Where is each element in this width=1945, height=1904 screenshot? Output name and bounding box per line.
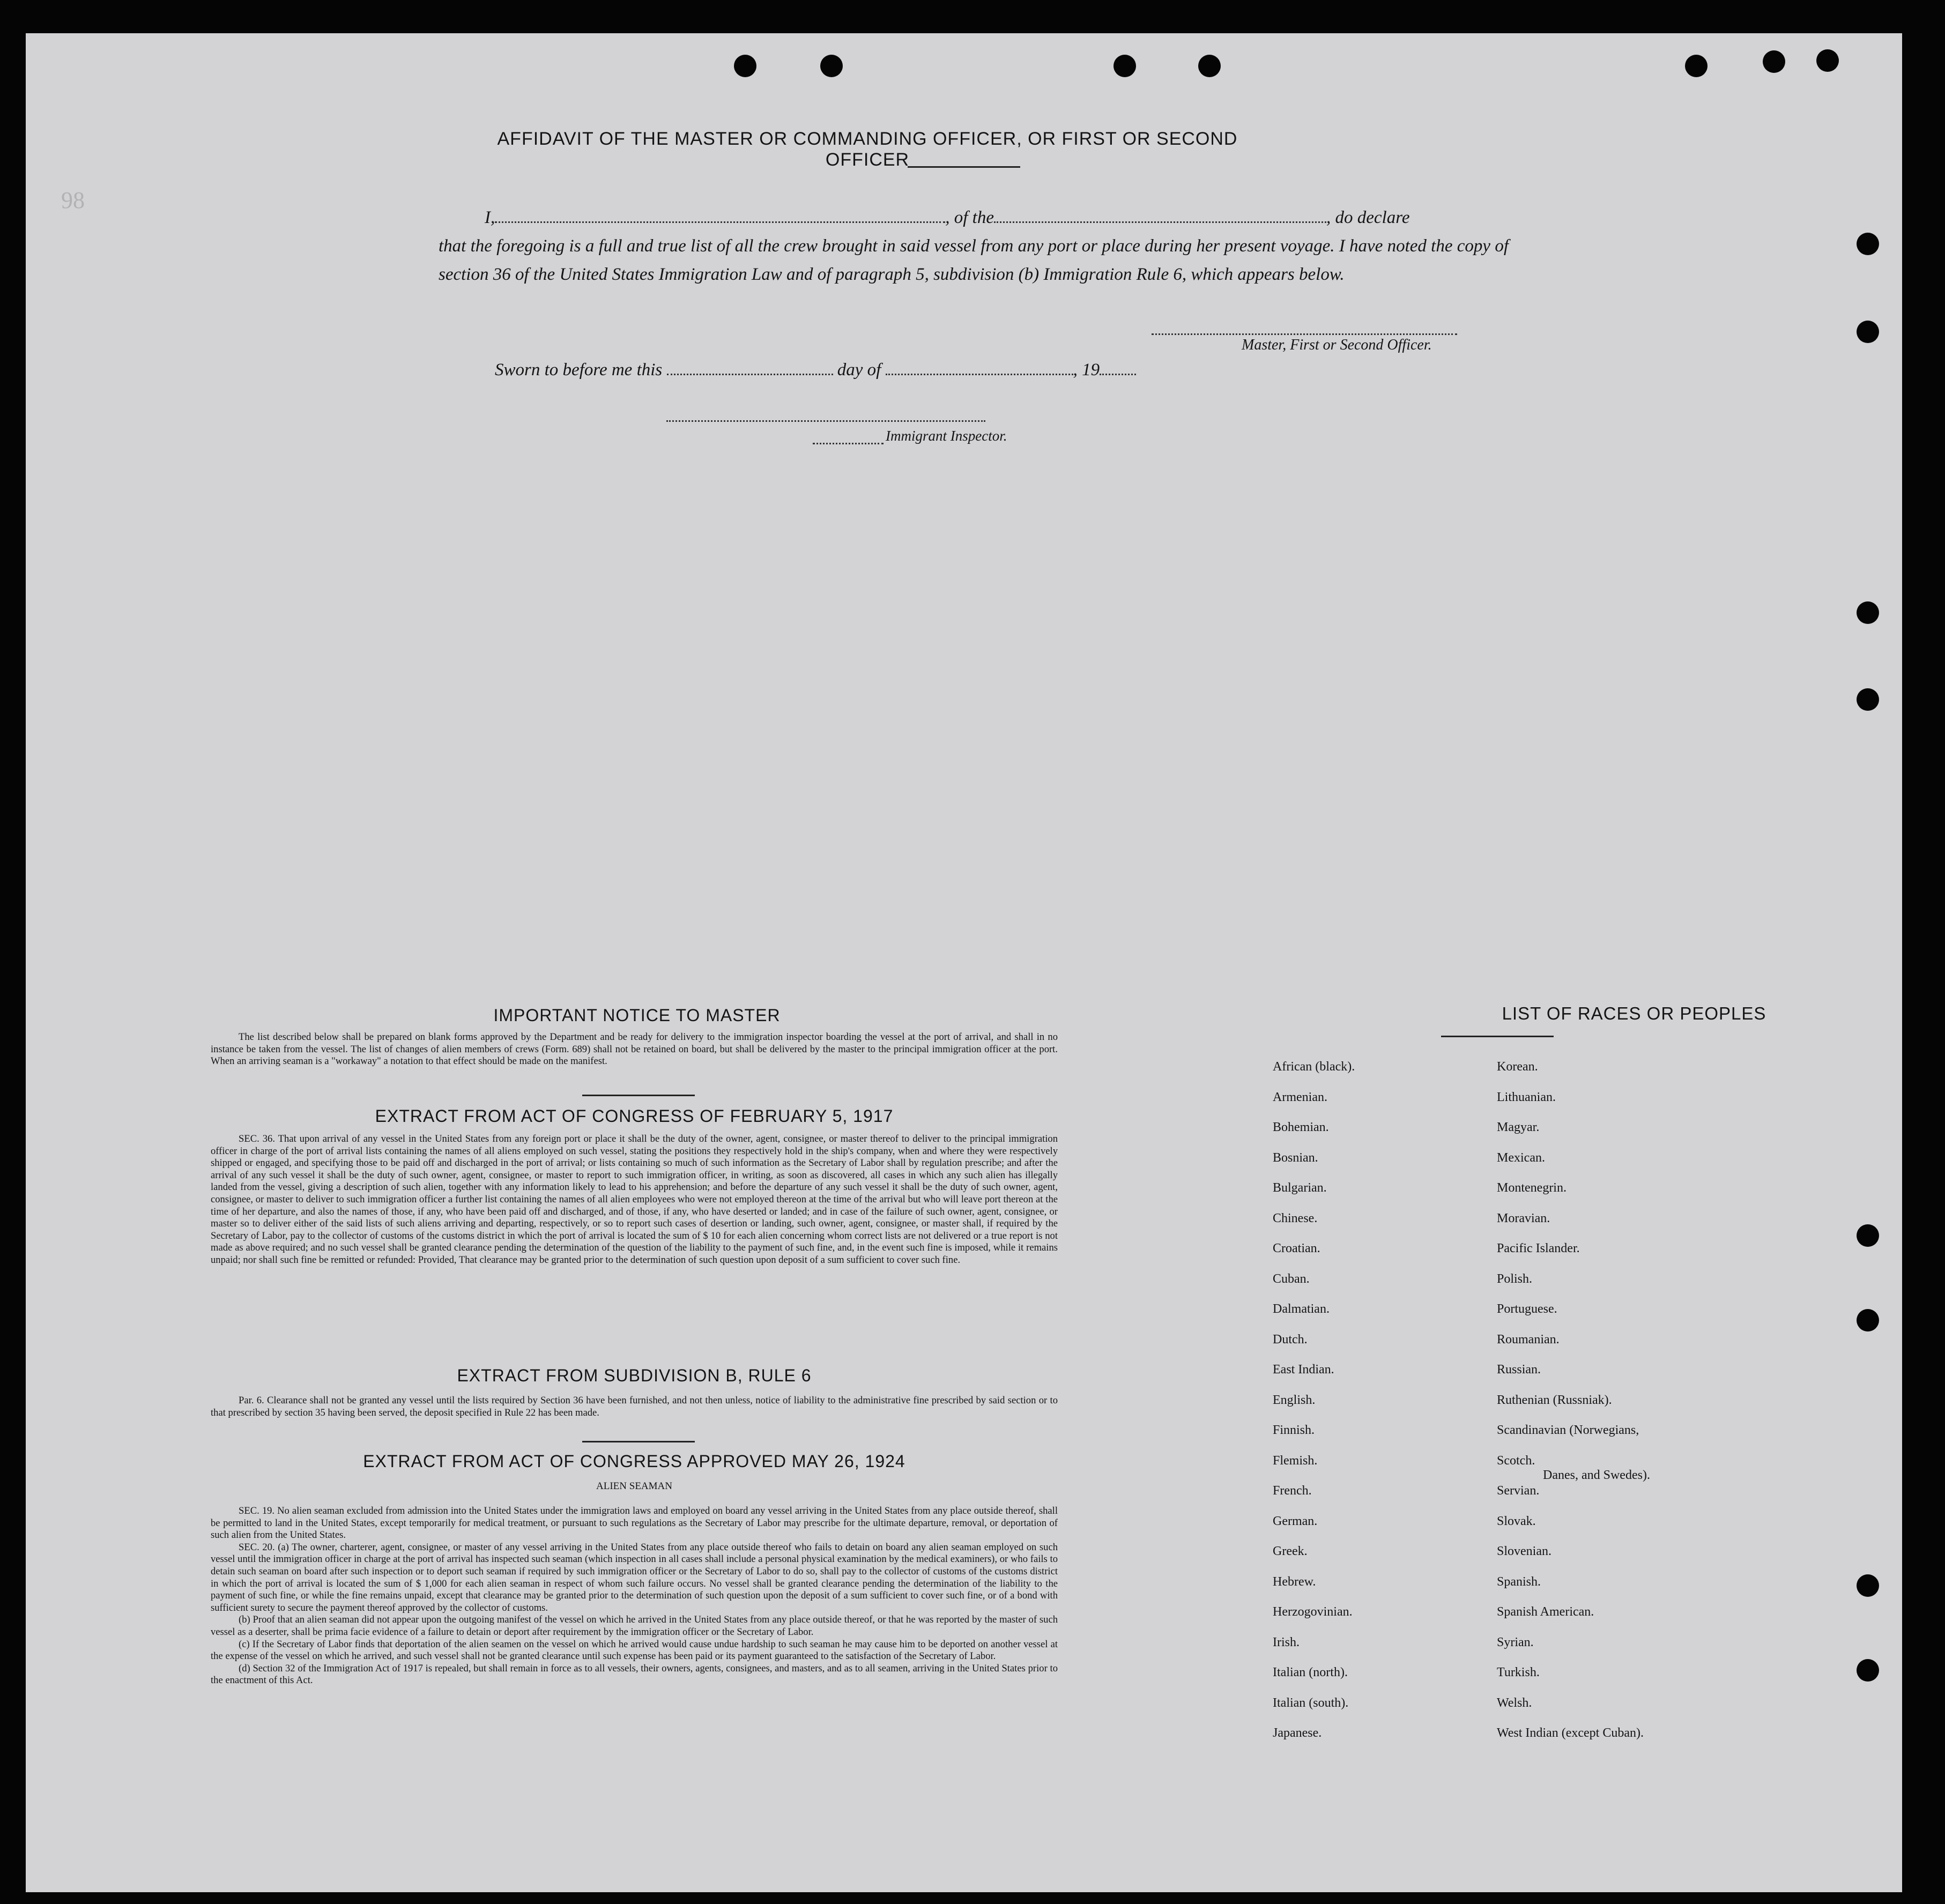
- sworn-line: [495, 360, 1136, 380]
- race-right-continuation: Danes, and Swedes).: [1543, 1468, 1650, 1482]
- punch-hole: [1857, 1224, 1879, 1247]
- extract-1917-text: [211, 1133, 1058, 1267]
- race-item: Irish.: [1273, 1635, 1300, 1649]
- affidavit-declaration: that the foregoing is a full and true list of all the crew brought in said vessel from any port or place during her present voyage. I have noted the copy of section 36 of the United States Immigration Law and of paragraph 5, subdivision (b) Immigration Rule 6, which appears below.: [439, 236, 1509, 284]
- race-item: Bulgarian.: [1273, 1181, 1327, 1195]
- race-item: Magyar.: [1497, 1120, 1540, 1134]
- title-rule: [908, 166, 1020, 168]
- extract-1924-text: [211, 1505, 1058, 1687]
- race-item: Roumanian.: [1497, 1332, 1560, 1347]
- section-rule: [582, 1441, 695, 1442]
- races-rule: [1441, 1036, 1554, 1037]
- master-caption: Master, First or Second Officer.: [1242, 337, 1432, 353]
- race-item: Italian (south).: [1273, 1695, 1349, 1710]
- race-item: Cuban.: [1273, 1271, 1310, 1286]
- notice-text: [211, 1031, 1058, 1068]
- race-item: Japanese.: [1273, 1726, 1322, 1740]
- race-item: Finnish.: [1273, 1423, 1315, 1437]
- race-item: Moravian.: [1497, 1211, 1550, 1225]
- notice-paragraph: The list described below shall be prepared on blank forms approved by the Department and be ready for delivery to the immigration inspector boarding the vessel at the port of arrival, and shall in no instance be taken from the vessel. The list of changes of alien members of crews (Form. 689) shall not be retained on board, but shall be delivered by the master to the principal immigration officer at the port. When an arriving seaman is a "workaway" a notation to that effect should be made on the manifest.: [211, 1031, 1058, 1067]
- race-item: Montenegrin.: [1497, 1181, 1567, 1195]
- race-item: Syrian.: [1497, 1635, 1534, 1649]
- punch-hole: [1763, 50, 1785, 73]
- document-page: [26, 33, 1902, 1892]
- punch-hole: [1857, 1659, 1879, 1682]
- alien-seaman-subtitle: ALIEN SEAMAN: [596, 1481, 672, 1492]
- race-item: Polish.: [1497, 1271, 1533, 1286]
- punch-hole: [820, 55, 843, 77]
- punch-hole: [1816, 49, 1839, 72]
- race-item: Dutch.: [1273, 1332, 1308, 1347]
- race-item: Pacific Islander.: [1497, 1241, 1580, 1255]
- race-item: Slovenian.: [1497, 1544, 1551, 1558]
- race-item: Servian.: [1497, 1484, 1540, 1498]
- punch-hole: [1857, 688, 1879, 711]
- race-item: Korean.: [1497, 1060, 1538, 1074]
- race-item: English.: [1273, 1393, 1316, 1407]
- race-item: Scandinavian (Norwegians,: [1497, 1423, 1639, 1437]
- race-item: Spanish.: [1497, 1574, 1541, 1589]
- sworn-year: , 19: [1073, 360, 1100, 380]
- extract-rule6-title: EXTRACT FROM SUBDIVISION B, RULE 6: [457, 1366, 812, 1385]
- sec-20c-paragraph: (c) If the Secretary of Labor finds that deportation of the alien seamen on the vessel on which he arrived would cause undue hardship to such seaman he may cause him to be deported on another vessel at the expense of the vessel on which he arrived, and such vessel shall not be granted clearance until such expense has been paid or its payment guaranteed to the satisfaction of the Secretary of Labor.: [211, 1638, 1058, 1662]
- sworn-day-blank[interactable]: [667, 368, 833, 375]
- affidavit-body: [439, 204, 1509, 289]
- race-item: Turkish.: [1497, 1665, 1540, 1679]
- race-item: Greek.: [1273, 1544, 1308, 1558]
- sworn-month-blank[interactable]: [886, 368, 1073, 375]
- races-title: LIST OF RACES OR PEOPLES: [1502, 1003, 1766, 1023]
- race-item: Herzogovinian.: [1273, 1605, 1353, 1619]
- affidavit-do-declare: , do declare: [1326, 208, 1410, 227]
- race-item: French.: [1273, 1484, 1312, 1498]
- punch-hole: [1685, 55, 1708, 77]
- vessel-blank[interactable]: [994, 216, 1326, 223]
- affidavit-i: I,: [485, 208, 495, 227]
- race-item: Portuguese.: [1497, 1302, 1557, 1316]
- notice-title: IMPORTANT NOTICE TO MASTER: [493, 1006, 781, 1025]
- inspector-signature-line[interactable]: [666, 420, 985, 422]
- race-item: Armenian.: [1273, 1090, 1327, 1104]
- sec-36-paragraph: SEC. 36. That upon arrival of any vessel in the United States from any foreign port or place it shall be the duty of the owner, agent, consignee, or master thereof to deliver to the principal immigration officer in charge of the port of arrival lists containing the names of all aliens employed on such vessel, stating the positions they respectively hold in the ship's company, when and where they were respectively shipped or engaged, and specifying those to be paid off and discharged in the port of arrival; or lists containing so much of such information as the Secretary of Labor shall by regulation prescribe; and after the arrival of any such vessel it shall be the duty of such owner, agent, consignee, or master to report to such immigration officer, in writing, as soon as discovered, all cases in which any such alien has illegally landed from the vessel, giving a description of such alien, together with any information likely to lead to his apprehension; and before the departure of any such vessel it shall be the duty of such owner, agent, consignee, or master to deliver to such immigration officer a further list containing the names of all alien employees who were not employed thereon at the time of the arrival but who will leave port thereon at the time of her departure, and also the names of those, if any, who have been paid off and discharged, and of those, if any, who have deserted or landed; and in case of the failure of such owner, agent, consignee, or master so to deliver either of the said lists of such aliens arriving and departing, respectively, or so to report such cases of desertion or landing, such owner, agent, consignee, or master shall, if required by the Secretary of Labor, pay to the collector of customs of the customs district in which the port of arrival is located the sum of $ 10 for each alien concerning whom correct lists are not delivered or a true report is not made as above required; and no such vessel shall be granted clearance pending the determination of the question of the liability to the payment of such fine, and, in the event such fine is imposed, while it remains unpaid; nor shall such fine be remitted or refunded: Provided, That clearance may be granted prior to the determination of such question upon deposit of a sum sufficient to cover such fine.: [211, 1133, 1058, 1266]
- punch-hole: [1857, 233, 1879, 255]
- sworn-prefix: Sworn to before me this: [495, 360, 663, 380]
- sec-20b-paragraph: (b) Proof that an alien seaman did not appear upon the outgoing manifest of the vessel on which he arrived in the United States from any place outside thereof, or that he was reported by the master of such vessel as a deserter, shall be prima facie evidence of a failure to detain or deport after requirement by the immigration officer or the Secretary of Labor.: [211, 1614, 1058, 1638]
- punch-hole: [1113, 55, 1136, 77]
- section-rule: [582, 1095, 695, 1096]
- punch-hole: [1198, 55, 1221, 77]
- extract-1917-title: EXTRACT FROM ACT OF CONGRESS OF FEBRUARY 5, 1917: [375, 1106, 894, 1126]
- sec-19-paragraph: SEC. 19. No alien seaman excluded from admission into the United States under the immigration laws and employed on board any vessel arriving in the United States from any place outside thereof, shall be permitted to land in the United States, except temporarily for medical treatment, or pursuant to such regulations as the Secretary of Labor may prescribe for the ultimate departure, removal, or deportation of such alien from the United States.: [211, 1505, 1058, 1541]
- race-item: African (black).: [1273, 1060, 1355, 1074]
- punch-hole: [1857, 1574, 1879, 1597]
- sec-20d-paragraph: (d) Section 32 of the Immigration Act of 1917 is repealed, but shall remain in force as to all vessels, their owners, agents, consignees, and masters, and as to all seamen, arriving in the United States prior to the enactment of this Act.: [211, 1662, 1058, 1686]
- race-item: East Indian.: [1273, 1363, 1334, 1377]
- sworn-year-blank[interactable]: [1100, 368, 1136, 375]
- race-item: Welsh.: [1497, 1695, 1532, 1710]
- race-item: Mexican.: [1497, 1150, 1545, 1165]
- affidavit-title: AFFIDAVIT OF THE MASTER OR COMMANDING OFFICER, OR FIRST OR SECOND OFFICER: [497, 129, 1238, 170]
- affidavit-of-the: , of the: [945, 208, 994, 227]
- race-item: Chinese.: [1273, 1211, 1318, 1225]
- race-item: Russian.: [1497, 1363, 1541, 1377]
- race-item: Italian (north).: [1273, 1665, 1348, 1679]
- race-item: Bohemian.: [1273, 1120, 1329, 1134]
- race-item: Bosnian.: [1273, 1150, 1318, 1165]
- punch-hole: [1857, 1309, 1879, 1332]
- extract-rule6-text: [211, 1395, 1058, 1419]
- race-item: Flemish.: [1273, 1453, 1318, 1468]
- master-signature-line[interactable]: [1152, 333, 1457, 335]
- sworn-day-of: day of: [837, 360, 881, 380]
- race-item: German.: [1273, 1514, 1318, 1528]
- name-blank[interactable]: [495, 216, 945, 223]
- race-item: Ruthenian (Russniak).: [1497, 1393, 1612, 1407]
- par-6-paragraph: Par. 6. Clearance shall not be granted any vessel until the lists required by Section 36 have been furnished, and not then unless, notice of liability to the administrative fine prescribed by said section or to that prescribed by section 35 having been served, the deposit specified in Rule 22 has been made.: [211, 1395, 1058, 1418]
- race-item: Dalmatian.: [1273, 1302, 1330, 1316]
- race-item: Slovak.: [1497, 1514, 1536, 1528]
- race-item: Scotch.: [1497, 1453, 1535, 1468]
- race-item: Croatian.: [1273, 1241, 1320, 1255]
- extract-1924-title: EXTRACT FROM ACT OF CONGRESS APPROVED MAY 26, 1924: [363, 1452, 905, 1471]
- race-item: Hebrew.: [1273, 1574, 1316, 1589]
- race-item: Lithuanian.: [1497, 1090, 1556, 1104]
- page-number: 98: [61, 187, 85, 213]
- inspector-dotted-lead: [813, 443, 884, 444]
- inspector-caption: Immigrant Inspector.: [886, 428, 1007, 444]
- punch-hole: [1857, 321, 1879, 343]
- race-item: Spanish American.: [1497, 1605, 1594, 1619]
- punch-hole: [734, 55, 756, 77]
- punch-hole: [1857, 601, 1879, 624]
- race-item: West Indian (except Cuban).: [1497, 1726, 1644, 1740]
- sec-20a-paragraph: SEC. 20. (a) The owner, charterer, agent, consignee, or master of any vessel arriving in the United States from any place outside thereof who fails to detain on board any alien seaman employed on such vessel until the immigration officer in charge at the port of arrival has inspected such seaman (which inspection in all cases shall include a personal physical examination by the medical examiners), or who fails to detain such seaman on board after such inspection or to deport such seaman if required by such immigration officer or the Secretary of Labor to do so, shall pay to the collector of customs of the customs district in which the port of arrival is located the sum of $ 1,000 for each alien seaman in respect of whom such failure occurs. No vessel shall be granted clearance pending the determination of the liability to the payment of such fine, or while the fine remains unpaid, except that clearance may be granted prior to the determination of such question upon the deposit of a sum sufficient to cover such fine, or of a bond with sufficient surety to secure the payment thereof approved by the collector of customs.: [211, 1541, 1058, 1613]
